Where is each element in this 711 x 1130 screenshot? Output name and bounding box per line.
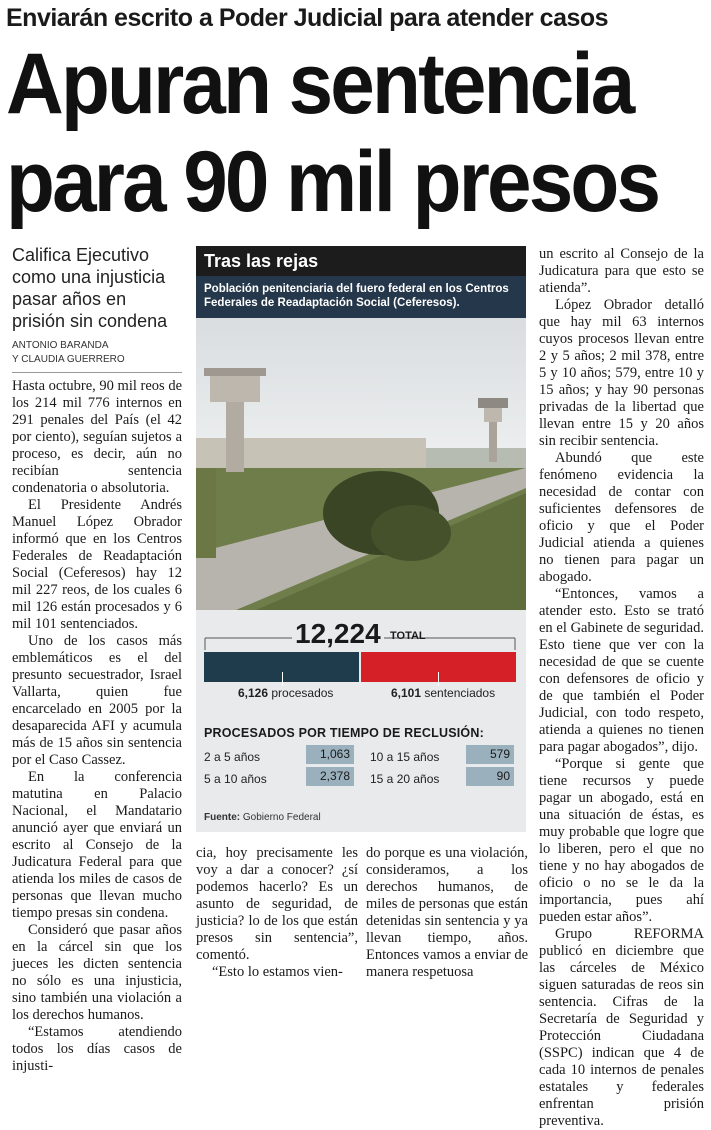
row-label: 5 a 10 años: [204, 772, 267, 786]
article-column-4: [539, 246, 704, 1130]
paragraph: Hasta octubre, 90 mil reos de los 214 mil 776 internos en 291 penales del País (el 42 por ciento), seguían sujetos a proceso, es decir, aún no recibían sentencia condenatoria o absolutoria.: [12, 378, 182, 496]
paragraph: Uno de los casos más emblemáticos es el del presunto secuestrador, Israel Vallarta, quien fue encarcelado en 2005 por la desaparecida AFI y acumula más de 15 años sin sentencia por el Caso Cassez.: [12, 633, 182, 768]
paragraph: Grupo REFORMA publicó en diciembre que las cárceles de México siguen saturadas de reos sin sentencia. Cifras de la Secretaría de Seguridad y Protección Ciudadana (SSPC) indican que 4 de cada 10 internos de penales estatales y federales enfrentan prisión preventiva.: [539, 926, 704, 1129]
prison-photo: [196, 318, 526, 610]
row-label: 2 a 5 años: [204, 750, 261, 764]
paragraph: cia, hoy precisamente les voy a dar a conocer? ¿sí podemos hacerlo? Es un asunto de seguridad, de justicia? lo de los que están presos sin sentencia”, comentó.: [196, 845, 358, 963]
byline: [12, 339, 182, 367]
prison-photo-illustration: [196, 318, 526, 610]
paragraph: “Esto lo estamos vien-: [212, 964, 343, 980]
row-value: 90: [466, 767, 514, 786]
sentenciados-value: 6,101: [391, 686, 422, 700]
paragraph: López Obrador detalló que hay mil 63 internos cuyos procesos llevan entre 2 y 5 años; 2 mil 378, entre 5 y 10 años; 579, entre 10 y 15 años; y hay 90 personas privadas de la libertad que llevan entre 15 y 20 años sin recibir sentencia.: [539, 297, 704, 449]
divider: [12, 372, 182, 373]
deck-summary: Califica Ejecutivo como una injusticia pasar años en prisión sin condena: [12, 245, 168, 331]
paragraph: “Porque si gente que tiene recursos y puede pagar un abogado, está en una situación de éstas, es muy probable que logre que lo liberen, pero el que no tiene y no hay abogados de oficio o no se le da la importancia, pues ahí pueden estar años”.: [539, 756, 704, 925]
row-value: 2,378: [306, 767, 354, 786]
paragraph: Abundó que este fenómeno evidencia la necesidad de contar con suficientes defensores de oficio y que el Poder Judicial atienda a quienes no tienen para pagar un abogado.: [539, 450, 704, 585]
sentenciados-marker: [438, 672, 439, 686]
total-label: TOTAL: [390, 630, 426, 642]
row-value: 1,063: [306, 745, 354, 764]
article-column-3: [366, 845, 528, 981]
article-column-1: [12, 378, 182, 1075]
infographic-title: Tras las rejas: [196, 246, 526, 276]
paragraph: “Estamos atendiendo todos los días casos de injusti-: [12, 1024, 182, 1074]
headline-line-1: Apuran sentencia: [6, 36, 633, 132]
paragraph: “Entonces, vamos a atender esto. Esto se trató en el Gabinete de seguridad. Esto tiene que ver con la necesidad de que se cuente con defensores de oficio y de que también el Poder Judicial, con todo respeto, atienda a quienes no tienen para pagar abogados”, dijo.: [539, 586, 704, 755]
byline-author-1: ANTONIO BARANDA: [12, 340, 109, 351]
procesados-label: [238, 686, 333, 700]
byline-author-2: Y CLAUDIA GUERRERO: [12, 354, 125, 365]
sentenciados-text: sentenciados: [424, 686, 496, 700]
row-value: 579: [466, 745, 514, 764]
row-label: 10 a 15 años: [370, 750, 440, 764]
paragraph: un escrito al Consejo de la Judicatura para que esto se atienda”.: [539, 246, 704, 296]
procesados-text: procesados: [271, 686, 334, 700]
paragraph: El Presidente Andrés Manuel López Obrador informó que en los Centros Federales de Readaptación Social (Ceferesos) hay 12 mil 227 reos, de los cuales 6 mil 126 están procesados y 6 mil 101 sentenciados.: [12, 497, 182, 632]
row-label: 15 a 20 años: [370, 772, 440, 786]
total-value: 12,224: [292, 618, 384, 650]
paragraph: En la conferencia matutina en Palacio Nacional, el Mandatario anunció ayer que enviará un escrito al Consejo de la Judicatura Federal para que atienda los miles de casos de personas que llevan mucho tiempo presas sin condena.: [12, 769, 182, 921]
article-column-2: [196, 845, 358, 981]
table-title: PROCESADOS POR TIEMPO DE RECLUSIÓN:: [204, 726, 484, 740]
kicker: Enviarán escrito a Poder Judicial para atender casos: [6, 4, 609, 32]
paragraph: Consideró que pasar años en la cárcel sin que los jueces les dicten sentencia no sólo es una injusticia, sino también una violación a los derechos humanos.: [12, 922, 182, 1023]
headline-line-2: para 90 mil presos: [6, 134, 659, 230]
source-text: Gobierno Federal: [242, 812, 321, 823]
infographic-subtitle: Población penitenciaria del fuero federal en los Centros Federales de Readaptación Social (Ceferesos).: [196, 276, 526, 318]
source-credit: [204, 812, 321, 823]
sentenciados-label: [391, 686, 495, 700]
source-label: Fuente:: [204, 812, 241, 823]
paragraph: do porque es una violación, consideramos, a los derechos humanos, de miles de personas que están detenidas sin sentencia y ya llevan tiempo, años. Entonces vamos a enviar de manera respetuosa: [366, 845, 528, 980]
procesados-marker: [282, 672, 283, 686]
procesados-value: 6,126: [238, 686, 269, 700]
